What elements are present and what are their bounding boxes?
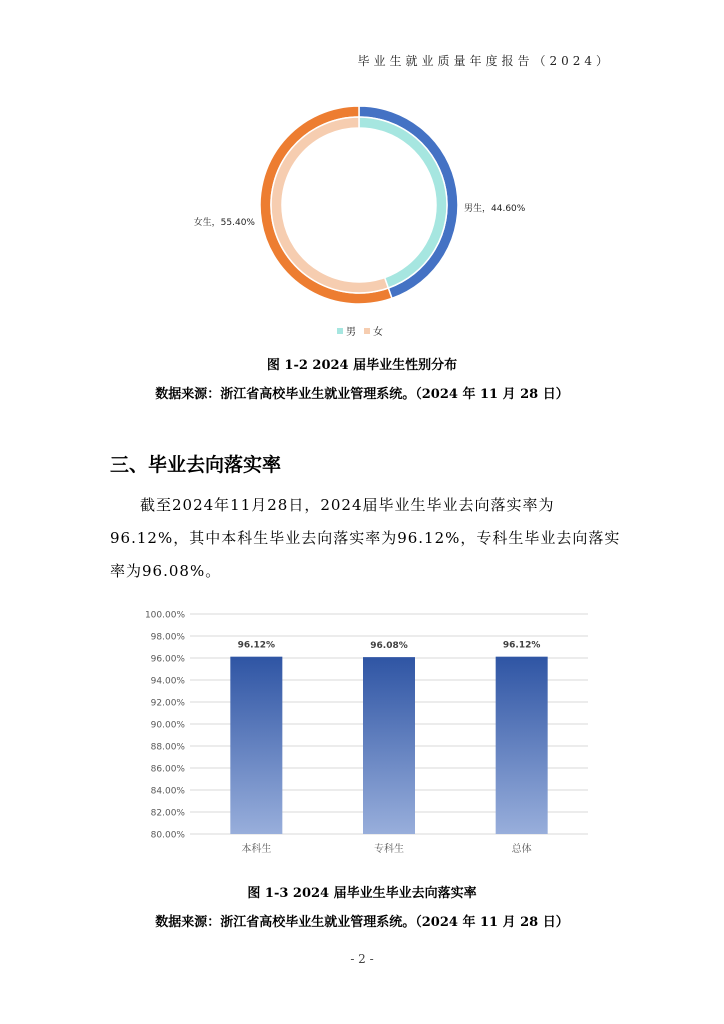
y-tick-label: 94.00% [150, 676, 185, 687]
x-category-label: 本科生 [241, 844, 272, 855]
y-tick-label: 98.00% [150, 632, 185, 643]
y-tick-label: 84.00% [150, 786, 185, 797]
legend-swatch-female [364, 328, 370, 334]
gender-donut-chart [150, 105, 580, 345]
bar [363, 657, 415, 834]
figure-1-caption: 图 1-2 2024 届毕业生性别分布 [266, 358, 458, 373]
bar-value-label: 96.08% [370, 641, 408, 652]
figure-2-source: 数据来源：浙江省高校毕业生就业管理系统。（2024 年 11 月 28 日） [155, 915, 569, 930]
y-tick-label: 88.00% [150, 742, 185, 753]
bar [230, 657, 282, 834]
y-tick-label: 100.00% [144, 610, 185, 621]
y-tick-label: 80.00% [150, 830, 185, 841]
y-tick-label: 86.00% [150, 764, 185, 775]
page-number: - 2 - [350, 952, 374, 966]
bar-value-label: 96.12% [502, 640, 541, 651]
y-tick-label: 92.00% [150, 698, 185, 709]
page-header: 毕业生就业质量年度报告（2024） [357, 54, 612, 68]
body-paragraph: 截至2024年11月28日，2024届毕业生毕业去向落实率为96.12%，其中本科生毕业去向落实率为96.12%，专科生毕业去向落实率为96.08%。 [110, 496, 621, 580]
section-title: 三、毕业去向落实率 [110, 454, 282, 476]
legend-label-female: 女 [373, 327, 383, 338]
legend-swatch-male [337, 328, 343, 334]
legend-label-male: 男 [346, 327, 356, 338]
figure-1-source: 数据来源：浙江省高校毕业生就业管理系统。（2024 年 11 月 28 日） [155, 387, 569, 402]
y-tick-label: 96.00% [150, 654, 185, 665]
placement-rate-bar-chart [110, 600, 600, 860]
x-category-label: 总体 [511, 844, 532, 855]
bar-value-label: 96.12% [237, 640, 276, 651]
donut-data-label-male: 男生，44.60% [464, 204, 526, 214]
figure-2-caption: 图 1-3 2024 届毕业生毕业去向落实率 [247, 886, 477, 901]
x-category-label: 专科生 [374, 844, 404, 855]
bar [496, 657, 548, 834]
y-tick-label: 82.00% [150, 808, 185, 819]
y-tick-label: 90.00% [150, 720, 185, 731]
donut-data-label-female: 女生，55.40% [193, 218, 255, 228]
